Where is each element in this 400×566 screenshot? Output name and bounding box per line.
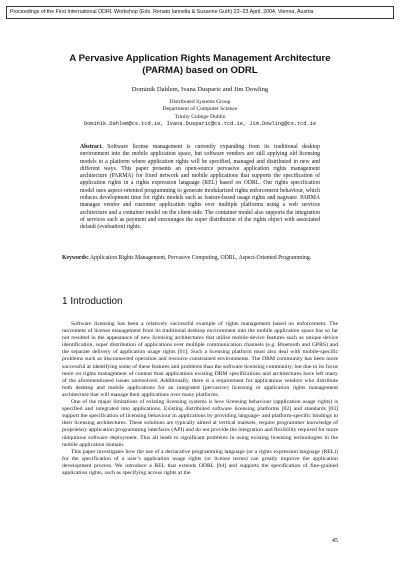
affiliation-college: Trinity College Dublin — [174, 113, 226, 120]
keywords-text: Application Rights Management, Pervasive Computing, ODRL, Aspect-Oriented Programming. — [89, 255, 312, 261]
affiliation-emails: Dominik.Dahlem@cs.tcd.ie, Ivana.Dusparic@cs.tcd.ie, Jim.Dowling@cs.tcd.ie — [83, 120, 317, 127]
keywords-label: Keywords: — [62, 255, 89, 261]
section-body — [62, 321, 338, 477]
paper-title-line-2: (PARMA) based on ODRL — [142, 65, 258, 76]
keywords — [62, 255, 338, 262]
affiliation-group: Distributed Systems Group — [169, 99, 231, 105]
section-heading: 1 Introduction — [62, 296, 123, 307]
abstract — [80, 144, 320, 232]
body-paragraph-1: Software licensing has been a relatively successful example of rights management based on enforcement. The movement of license management from its traditional desktop environment into the mobile application space has so far not resulted in the appearance of new licensing architectures that utilise mobile-device features such as unique device identification, super distribution of applications over multiple communication channels (e.g. Bluetooth and GPRS) and the separate delivery of application usage rights [01]. Such a licensing platform must also deal with mobile-specific problems such as disconnected operation and resource constrained environments. The DRM community has been more successful at identifying some of these features and problems than the software licensing community, but due to its focus more on rights management of content than applications existing DRM specifications and architectures have left many of the aforementioned issues unresolved. Additionally, there is a requirement for applications vendors who distribute both desktop and mobile applications for an integrated (pervasive) licensing or application rights management architecture that will manage their applications over many platforms. — [62, 321, 338, 398]
affiliation — [30, 99, 370, 128]
abstract-text: Software license management is currently expanding from its traditional desktop environment into the mobile application space, but software vendors are still applying old licensing models to a platform where application rights will be specified, managed and distributed in new and different ways. This paper presents an open-source pervasive application rights management architecture (PARMA) for fixed network and mobile applications that supports the specification of application rights in a rights expression language (REL) based on ODRL. Our rights specification model uses aspect-oriented programming to generate modularized rights enforcement behaviour, which reduces development time for rights models such as feature-based usage rights and nagware. PARMA manages vendor and customer application rights over multiple platforms using a web services architecture and a container model on the client-side. The container model also supports the integration of services such as payment and encourages the super distribution of the rights object with associated default (evaluation) rights. — [80, 144, 320, 231]
paper-title — [40, 53, 360, 77]
abstract-label: Abstract. — [80, 144, 103, 150]
affiliation-department: Department of Computer Science — [162, 106, 238, 113]
proceedings-header-text: Proceedings of the First International ODRL Workshop (Eds. Renato Iannella & Susanne Guth) 22–23 April, 2004, Vienna, Austria — [10, 9, 314, 15]
authors: Dominik Dahlem, Ivana Dusparic and Jim Dowling — [131, 86, 269, 93]
body-paragraph-2: One of the major limitations of existing licensing systems is how licensing behaviour (application usage rights) is specified and integrated into applications. Existing distributed software licensing platforms [02] and standards [03] support the specification of licensing behaviour in applications by providing language- and platform-specific bindings to their licensing architectures. These solutions are typically aimed at vertical markets, require programmer knowledge of proprietary application programming interfaces (API) and do not provide the integration and flexibility required for more ubiquitous software deployment. This all leads to significant problems in using existing licensing technologies in the mobile application domain. — [62, 399, 338, 448]
paper-title-line-1: A Pervasive Application Rights Management Architecture — [69, 53, 331, 64]
body-paragraph-3: This paper investigates how the use of a declarative programming language (or a rights expression language (REL)) for the specification of a user’s application usage rights (or license terms) can greatly improve the application development process. We introduce a REL that extends ODRL [04] and supports the specification of fine-grained application rights, such as specifying access rights at the — [62, 448, 338, 476]
page-number: 45 — [332, 538, 338, 544]
proceedings-header — [6, 6, 394, 19]
